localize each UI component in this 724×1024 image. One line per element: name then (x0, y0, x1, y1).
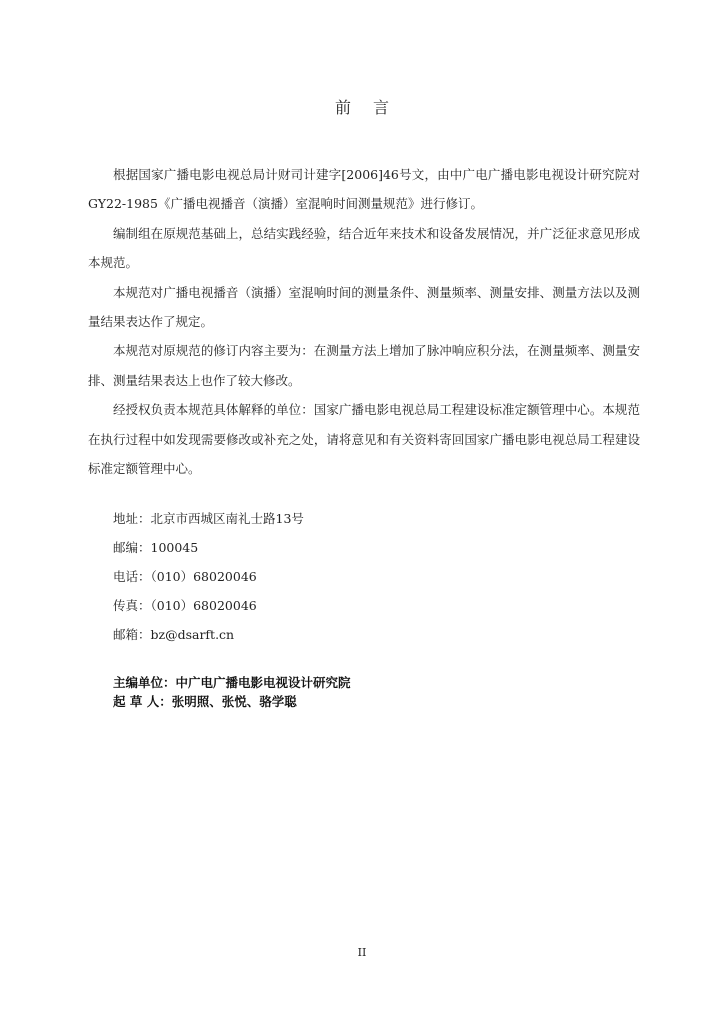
contact-postcode: 邮编：100045 (113, 540, 199, 555)
paragraph-5: 经授权负责本规范具体解释的单位：国家广播电影电视总局工程建设标准定额管理中心。本规范在执行过程中如发现需要修改或补充之处，请将意见和有关资料寄回国家广播电影电视总局工程建设标准定额管理中心。 (88, 402, 640, 477)
page-title: 前言 (334, 98, 411, 117)
editor-unit: 主编单位：中广电广播电影电视设计研究院 (113, 675, 351, 690)
drafters: 起 草 人：张明照、张悦、骆学聪 (113, 694, 297, 709)
contact-fax: 传真：（010）68020046 (113, 598, 257, 613)
paragraph-4: 本规范对原规范的修订内容主要为：在测量方法上增加了脉冲响应积分法，在测量频率、测量安排、测量结果表达上也作了较大修改。 (88, 343, 640, 388)
paragraph-1: 根据国家广播电影电视总局计财司计建字[2006]46号文，由中广电广播电影电视设计研究院对GY22-1985《广播电视播音（演播）室混响时间测量规范》进行修订。 (88, 167, 640, 212)
paragraph-3: 本规范对广播电视播音（演播）室混响时间的测量条件、测量频率、测量安排、测量方法以及测量结果表达作了规定。 (88, 284, 640, 330)
contact-info (113, 504, 304, 649)
preface-body (88, 160, 640, 483)
credits-block (113, 673, 351, 711)
contact-phone: 电话：（010）68020046 (113, 569, 257, 584)
page-number: II (357, 946, 367, 959)
contact-email: 邮箱：bz@dsarft.cn (113, 627, 235, 642)
contact-address: 地址：北京市西城区南礼士路13号 (113, 511, 304, 526)
paragraph-2: 编制组在原规范基础上，总结实践经验，结合近年来技术和设备发展情况，并广泛征求意见形成本规范。 (88, 225, 640, 271)
